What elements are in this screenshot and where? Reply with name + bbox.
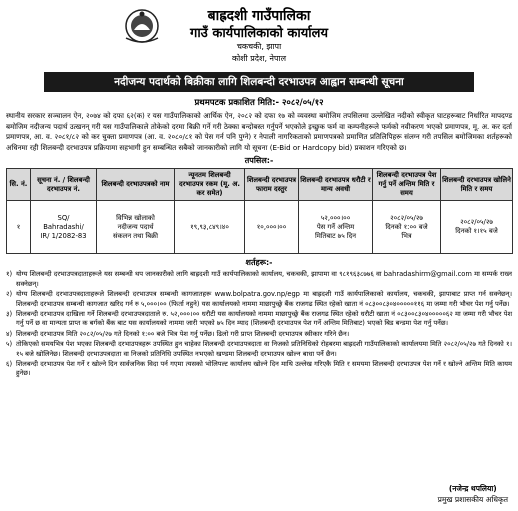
list-item: ५) तोकिएको समयभित्र पेश भएका शिलबन्दी दरभाउपत्रहरू उपस्थित हुन चाहेका शिलबन्दी दरभाउपत्रदाता वा निजको प्रतिनिधिको रोहबरमा बाह्रदशी गाउँपालिकाको कार्यालयमा मिति २०८२/०५/२७ गते दिनको १।१५ बजे खोलिनेछ। शिलबन्दी दरभाउपत्रदाता वा निजको प्रतिनिधि उपस्थित नभएको खण्डमा शिलबन्दी दरभाउपत्र खोल्न बाधा पर्ने छैन। [6,340,512,358]
cell-deadline: २०८२/०५/२७ दिनको १:०० बजे भित्र [373,201,441,254]
cell-min-amount: १९,९३,८४९।४० [175,201,245,254]
header-opening: शिलबन्दी दरभाउपत्र खोलिने मिति र समय [441,169,513,201]
office-location: चकचकी, झापा [236,42,282,51]
list-item: ६) शिलबन्दी दरभाउपत्र पेश गर्ने र खोल्ने दिन सार्वजनिक विदा पर्न गएमा त्यसको भोलिपल्ट कार्यालय खोल्ने दिन माथि उल्लेख गरिएकै मिति र समयमा शिलबन्दी दरभाउपत्र पेश गर्ने र खोल्ने अन्तिम मिति कायम हुनेछ। [6,360,512,378]
list-item: १) योग्य शिलबन्दी दरभाउपत्रदाताहरूले यस सम्बन्धी थप जानकारीको लागि बाह्रदशी गाउँ कार्यपालिकाको कार्यालय, चकचकी, झापामा वा ९८१९६३८७७६ वा bahradashirm@gmail.com मा सम्पर्क राख्न सक्नेछन्। [6,270,512,288]
intro-paragraph: स्थानीय सरकार सञ्चालन ऐन, २०७४ को दफा ६२(क) र यस गाउँपालिकाको आर्थिक ऐन, २०८२ को दफा १७ को व्यवस्था बमोजिम तपसिलमा उल्लेखित नदीको स्वीकृत घाटहरूबाट निर्धारित मापदण्ड बमोजिम नदीजन्य पदार्थ उत्खनन् गरी यस गाउँपालिकाले तोकेको दरमा बिक्री गर्ने गरी ठेक्का बन्दोबस्त गर्नुपर्ने भएकोले इच्छुक फर्म वा कम्पनीहरूले फर्मको नवीकरण भएको प्रमाणपत्र, मू. अ. कर दर्ता प्रमाणपत्र, आ. व. २०८१/८२ को कर चुक्ता प्रमाणपत्र (आ. व. २०८०/८१ को पेस गर्न पनि पुग्ने) र नेपाली नागरिकताको प्रमाणपत्रको प्रमाणित प्रतिलिपिहरू संलग्न गरी तपसिल बमोजिमका शर्तहरूको अधिनमा रही शिलबन्दी दरभाउपत्र प्रक्रियामा सहभागी हुन सम्बन्धित सबैको जानकारीको लागि यो सूचना (E-Bid or Hardcopy bid) प्रकाशन गरिएको छ। [6,111,512,152]
header-deadline: शिलबन्दी दरभाउपत्र पेश गर्नु पर्ने अन्तिम मिति र समय [373,169,441,201]
details-heading: तपसिल:- [244,156,274,166]
bid-details-table [6,168,513,254]
province-country: कोशी प्रदेश, नेपाल [231,54,287,63]
terms-list [6,270,512,378]
header-form-fee: शिलबन्दी दरभाउपत्र फाराम दस्तुर [245,169,299,201]
cell-opening: २०८२/०५/२७ दिनको १।१५ बजे [441,201,513,254]
list-item: २) योग्य शिलबन्दी दरभाउपत्रदाताहरूले शिलबन्दी दरभाउपत्र सम्बन्धी कागजातहरू www.bolpatra.gov.np/egp मा बाह्रदशी गाउँ कार्यपालिकाको कार्यालय, चकचकी, झापाबाट प्राप्त गर्न सक्नेछन्। शिलबन्दी दरभाउपत्र सम्बन्धी कागजात खरिद गर्न रु ५,०००।०० (फिर्ता नहुने) यस कार्यालयको नाममा माछापुच्छ्रे बैंक राजगढ स्थित रहेको खाता नं ०८३००८३०४०००००११६ मा जम्मा गरी भौचर पेश गर्नु पर्नेछ। [6,290,512,308]
header-deposit: शिलबन्दी दरभाउपत्र धरौटी र मान्य अवधी [299,169,373,201]
signatory-name: (नजेन्द्र थपलिया) [448,484,497,493]
terms-heading: शर्तहरू:- [245,258,273,268]
header-bid-name: शिलबन्दी दरभाउपत्रको नाम [97,169,175,201]
signature-block [438,483,508,505]
table-header-row [7,169,513,201]
cell-deposit: ५२,०००।०० पेस गर्ने अन्तिम मितिबाट ७५ दिन [299,201,373,254]
cell-sn: १ [7,201,31,254]
cell-notice-no: SQ/ Bahradashi/ IR/ 1/2082-83 [31,201,97,254]
signatory-title: प्रमुख प्रशासकीय अधिकृत [437,495,508,504]
header-notice-no: सूचना नं. / शिलबन्दी दरभाउपत्र नं. [31,169,97,201]
list-item: ४) शिलबन्दी दरभाउपत्र मिति २०८२/०५/२७ गते दिनको १:०० बजे भित्र पेश गर्नु पर्नेछ। ढिलो गरी प्राप्त शिलबन्दी दरभाउपत्र स्वीकार गरिने छैन। [6,329,350,338]
office-name: गाउँ कार्यपालिकाको कार्यालय [190,26,328,41]
publication-date: प्रथमपटक प्रकाशित मिति:- २०८२/०५/१२ [194,98,324,108]
cell-form-fee: १०,०००।०० [245,201,299,254]
list-item: ३) शिलबन्दी दरभाउपत्र दाखिला गर्ने शिलबन्दी दरभाउपत्रदाताले रु. ५२,०००।०० धरौटी यस कार्यालयको नाममा माछापुच्छ्रे बैंक राजगढ स्थित रहेको धरौटी खाता नं ०८३००८३०४०००००६२ मा जम्मा गरी भौचर पेश गर्नु पर्ने छ वा मान्यता प्राप्त क बर्गको बैंक बाट यस कार्यालयको नाममा जारी भएको ७५ दिन म्याद (शिलबन्दी दरभाउपत्र पेश गर्ने अन्तिम मितिबाट) भएको बिड बन्डमा पेश गर्नु पर्नेछ। [6,310,512,328]
header-min-amount: न्यूनतम शिलबन्दी दरभाउपत्र रकम (मू. अ. कर समेत) [175,169,245,201]
table-row [7,201,513,254]
letterhead [6,0,512,64]
cell-bid-name: विभिन्न खोलाको नदीजन्य पदार्थ संकलन तथा बिक्री [97,201,175,254]
header-sn: सि. नं. [7,169,31,201]
municipality-name: बाह्रदशी गाउँपालिका [207,8,311,24]
notice-title: नदीजन्य पदार्थको बिक्रीका लागि शिलबन्दी दरभाउपत्र आह्वान सम्बन्धी सूचना [44,72,474,92]
